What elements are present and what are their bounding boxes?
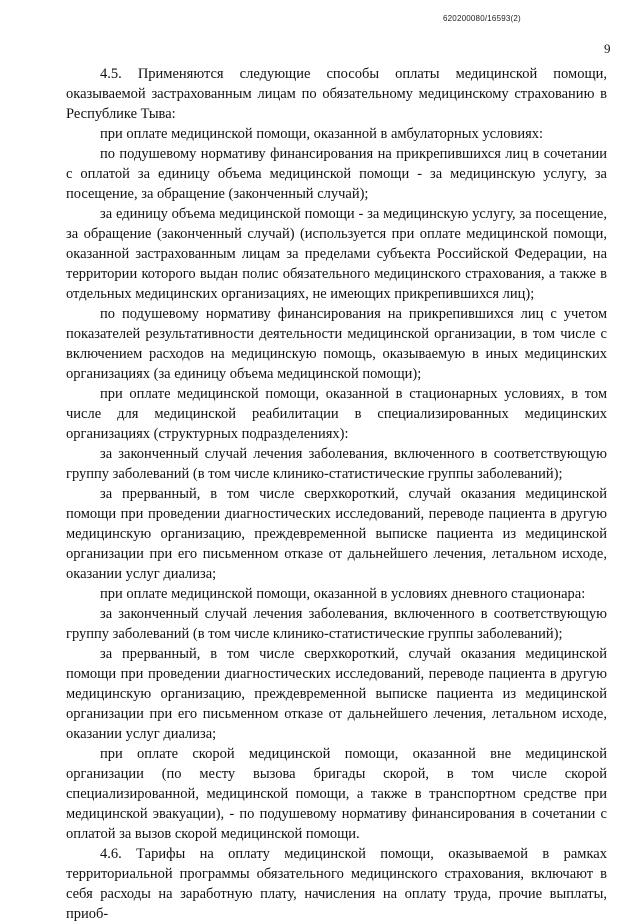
paragraph: 4.6. Тарифы на оплату медицинской помощи, оказываемой в рамках территориальной программы обязательного медицинского страхования, включают в себя расходы на заработную плату, начисления на оплату труда, прочие выплаты, приоб- <box>66 846 607 922</box>
paragraph: за прерванный, в том числе сверхкороткий, случай оказания медицинской помощи при проведении диагностических исследований, переводе пациента в другую медицинскую организацию, преждевременной выписке пациента из медицинской организации при его письменном отказе от дальнейшего лечения, летальном исходе, оказании услуг диализа; <box>66 646 607 742</box>
paragraph: при оплате медицинской помощи, оказанной в амбулаторных условиях: <box>100 126 544 142</box>
paragraph: 4.5. Применяются следующие способы оплаты медицинской помощи, оказываемой застрахованным лицам по обязательному медицинскому страхованию в Республике Тыва: <box>66 66 607 122</box>
paragraph: при оплате медицинской помощи, оказанной в условиях дневного стационара: <box>100 586 586 602</box>
page-number: 9 <box>604 41 611 56</box>
paragraph: по подушевому нормативу финансирования на прикрепившихся лиц в сочетании с оплатой за единицу объема медицинской помощи - за медицинскую услугу, за посещение, за обращение (законченный случай); <box>66 146 607 202</box>
paragraph: по подушевому нормативу финансирования на прикрепившихся лиц с учетом показателей результативности деятельности медицинской организации, в том числе с включением расходов на медицинскую помощь, оказываемую в иных медицинских организациях (за единицу объема медицинской помощи); <box>66 306 607 382</box>
paragraph: за законченный случай лечения заболевания, включенного в соответствующую группу заболеваний (в том числе клинико-статистические группы заболеваний); <box>66 446 607 482</box>
paragraph: при оплате скорой медицинской помощи, оказанной вне медицинской организации (по месту вызова бригады скорой, в том числе скорой специализированной, медицинской помощи, а также в транспортном средстве при медицинской эвакуации), - по подушевому нормативу финансирования в сочетании с оплатой за вызов скорой медицинской помощи. <box>66 746 607 842</box>
document-body <box>66 64 607 924</box>
paragraph: при оплате медицинской помощи, оказанной в стационарных условиях, в том числе для медицинской реабилитации в специализированных медицинских организациях (структурных подразделениях): <box>66 386 607 442</box>
document-id: 620200080/16593(2) <box>443 14 521 23</box>
paragraph: за прерванный, в том числе сверхкороткий, случай оказания медицинской помощи при проведении диагностических исследований, переводе пациента в другую медицинскую организацию, преждевременной выписке пациента из медицинской организации при его письменном отказе от дальнейшего лечения, летальном исходе, оказании услуг диализа; <box>66 486 607 582</box>
paragraph: за единицу объема медицинской помощи - за медицинскую услугу, за посещение, за обращение (законченный случай) (используется при оплате медицинской помощи, оказанной застрахованным лицам за пределами субъекта Российской Федерации, на территории которого выдан полис обязательного медицинского страхования, а также в отдельных медицинских организациях, не имеющих прикрепившихся лиц); <box>66 206 607 302</box>
paragraph: за законченный случай лечения заболевания, включенного в соответствующую группу заболеваний (в том числе клинико-статистические группы заболеваний); <box>66 606 607 642</box>
